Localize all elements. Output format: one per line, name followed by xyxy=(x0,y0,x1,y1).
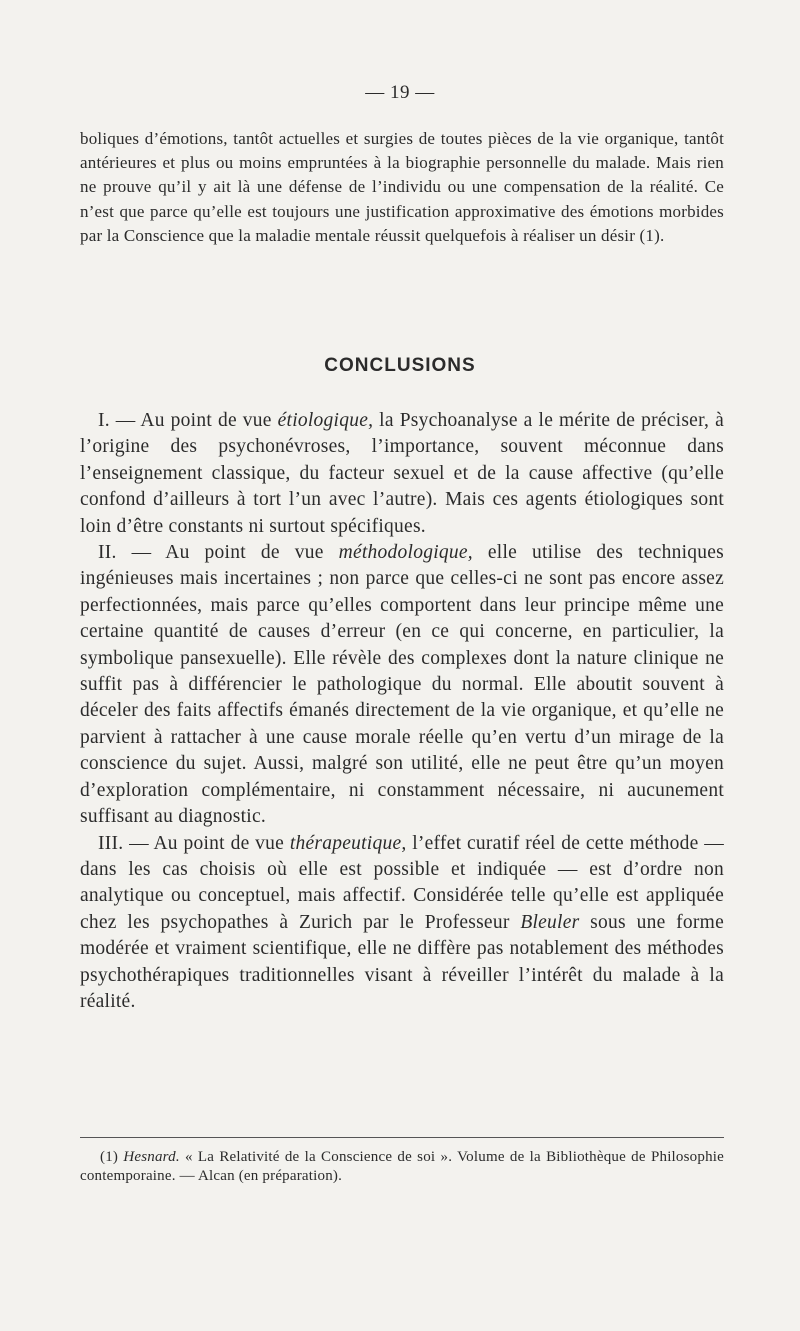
conclusion-2-text: elle utilise des techniques ingénieuses mais incertaines ; non parce que celles-ci ne sont pas encore assez perfectionnées, mais parce qu’elles comportent dans leur principe même une certaine quantité de causes d’erreur (en ce qui concerne, en particulier, la symbolique pansexuelle). Elle révèle des complexes dont la nature clinique ne suffit pas à différencier le pathologique du normal. Elle aboutit souvent à déceler des faits affectifs émanés directement de la vie organique, et qu’elle ne parvient à rattacher à une cause morale réelle qu’en vertu d’un mirage de la conscience du sujet. Aussi, malgré son utilité, elle ne peut être qu’un moyen d’exploration complémentaire, ni constamment nécessaire, ni aucunement suffisant au diagnostic. xyxy=(80,542,724,828)
section-heading: CONCLUSIONS xyxy=(324,355,476,376)
footnote-divider xyxy=(80,1137,724,1138)
conclusion-3-keyword: thérapeutique, xyxy=(289,832,407,854)
conclusion-3-name: Bleuler xyxy=(520,911,580,933)
conclusion-1-lead: I. — Au point de vue xyxy=(98,410,278,431)
conclusion-paragraph-2 xyxy=(80,540,724,830)
conclusion-2-keyword: méthodologique, xyxy=(338,542,473,564)
footnote-text: « La Relativité de la Conscience de soi ». Volume de la Bibliothèque de Philosophie contemporaine. — Alcan (en préparation). xyxy=(80,1149,724,1184)
conclusion-1-keyword: étiologique, xyxy=(277,410,374,431)
conclusion-3-text-a: l’effet curatif réel de cette méthode — dans les cas choisis où elle est possible et indiquée — est d’ordre non analytique ou conceptuel, mais affectif. Considérée telle qu’elle est appliquée chez les psychopathes à Zurich par le Professeur xyxy=(80,832,724,933)
intro-paragraph: boliques d’émotions, tantôt actuelles et surgies de toutes pièces de la vie organique, tantôt antérieures et plus ou moins empruntées à la biographie personnelle du malade. Mais rien ne prouve qu’il y ait là une défense de l’individu ou une compensation de la réalité. Ce n’est que parce qu’elle est toujours une justification approximative des émotions morbides par la Conscience que la maladie mentale réussit quelquefois à réaliser un désir (1). xyxy=(80,129,724,245)
footnote xyxy=(80,1148,724,1186)
footnote-author: Hesnard. xyxy=(123,1149,180,1165)
conclusion-3-lead: III. — Au point de vue xyxy=(98,832,290,854)
conclusion-3-text-b: sous une forme modérée et vraiment scientifique, elle ne diffère pas notablement des méthodes psychothérapiques traditionnelles visant à réveiller l’intérêt du malade à la réalité. xyxy=(80,911,724,1012)
conclusions-body xyxy=(80,408,724,1015)
conclusion-2-lead: II. — Au point de vue xyxy=(98,542,339,564)
conclusion-paragraph-1 xyxy=(80,408,724,540)
footnote-marker: (1) xyxy=(100,1149,124,1165)
page-number: — 19 — xyxy=(365,82,435,103)
conclusion-paragraph-3 xyxy=(80,831,724,1016)
conclusion-1-text: la Psychoanalyse a le mérite de préciser, à l’origine des psychonévroses, l’importance, souvent méconnue dans l’enseignement classique, du facteur sexuel et de la cause affective (qu’elle confond d’ailleurs à tort l’un avec l’autre). Mais ces agents étiologiques sont loin d’être constants ni surtout spécifiques. xyxy=(80,410,725,537)
